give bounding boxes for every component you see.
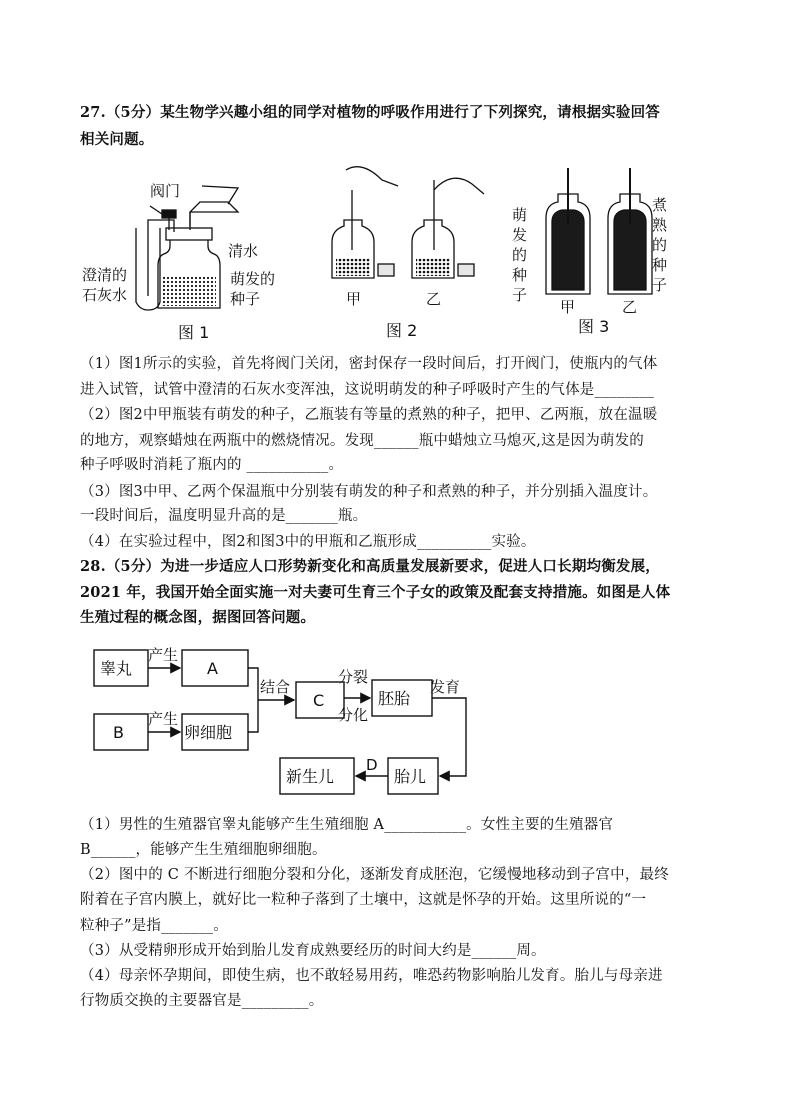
fig2-label-yi: 乙: [426, 290, 442, 308]
q27-part2-line1: （2）图2中甲瓶装有萌发的种子，乙瓶装有等量的煮熟的种子，把甲、乙两瓶，放在温暖: [80, 407, 658, 423]
q27-part3-line2: 一段时间后，温度明显升高的是_______瓶。: [80, 508, 368, 524]
q27-stem-line1: 27.（5分）某生物学兴趣小组的同学对植物的呼吸作用进行了下列探究，请根据实验回答: [80, 104, 661, 121]
fig1-water-label: 清水: [228, 242, 259, 260]
fig2-drawing: [332, 167, 484, 278]
edge-produce-1: 产生: [148, 646, 179, 664]
q28-stem-line3: 生殖过程的概念图，据图回答问题。: [80, 609, 316, 626]
node-embryo: 胚胎: [378, 689, 411, 708]
fig3-drawing: [546, 168, 652, 294]
fig1-seed-label-2: 种子: [230, 290, 261, 308]
q28-part3: （3）从受精卵形成开始到胎儿发育成熟要经历的时间大约是______周。: [80, 943, 546, 959]
q28-part2-line1: （2）图中的 C 不断进行细胞分裂和分化，逐渐发育成胚泡，它缓慢地移动到子宫中，最终: [80, 867, 669, 883]
q28-part4-line2: 行物质交换的主要器官是_________。: [80, 993, 324, 1009]
svg-text:种: 种: [652, 256, 668, 274]
fig1-limewater-label-1: 澄清的: [82, 266, 128, 284]
node-b: B: [113, 723, 124, 742]
q27-stem-line2: 相关问题。: [80, 131, 154, 148]
svg-text:子: 子: [512, 286, 528, 304]
svg-text:熟: 熟: [652, 216, 668, 234]
fig3-label-yi: 乙: [622, 298, 638, 316]
q28-part1-line2: B______，能够产生生殖细胞卵细胞。: [80, 842, 327, 858]
fig2-caption: 图 2: [386, 321, 418, 340]
q27-part3-line1: （3）图3中甲、乙两个保温瓶中分别装有萌发的种子和煮熟的种子，并分别插入温度计。: [80, 484, 658, 500]
q28-stem-line1: 28.（5分）为进一步适应人口形势新变化和高质量发展新要求，促进人口长期均衡发展，: [80, 558, 661, 575]
q27-part2-line2: 的地方，观察蜡烛在两瓶中的燃烧情况。发现______瓶中蜡烛立马熄灭,这是因为萌发的: [80, 433, 645, 449]
edge-develop: 发育: [430, 678, 461, 696]
q27-part4: （4）在实验过程中，图2和图3中的甲瓶和乙瓶形成__________实验。: [80, 534, 536, 550]
node-a: A: [207, 659, 218, 678]
fig3-label-jia: 甲: [560, 298, 576, 316]
node-c: C: [313, 691, 325, 710]
fig1-drawing: [136, 186, 238, 310]
fig1-seed-label-1: 萌发的: [230, 270, 276, 288]
edge-combine: 结合: [260, 678, 291, 696]
svg-text:的: 的: [652, 236, 668, 254]
node-testis: 睾丸: [100, 659, 133, 678]
figure-2-candle-jars: [322, 150, 492, 346]
q27-part2-line3: 种子呼吸时消耗了瓶内的 ___________。: [80, 457, 344, 473]
edge-produce-2: 产生: [148, 710, 179, 728]
svg-text:种: 种: [512, 266, 528, 284]
node-newborn: 新生儿: [286, 767, 335, 786]
q28-part4-line1: （4）母亲怀孕期间，即使生病，也不敢轻易用药，唯恐药物影响胎儿发育。胎儿与母亲进: [80, 968, 663, 984]
node-fetus: 胎儿: [394, 767, 427, 786]
figure-3-thermos: [506, 164, 676, 344]
fig3-left-vertical-label: [512, 206, 527, 304]
fig3-caption: 图 3: [578, 317, 610, 336]
svg-text:子: 子: [652, 276, 668, 294]
q28-part2-line3: 粒种子”是指_______。: [80, 918, 228, 934]
fig1-limewater-label-2: 石灰水: [82, 286, 128, 304]
node-egg-cell: 卵细胞: [184, 723, 233, 742]
fig2-label-jia: 甲: [346, 290, 362, 308]
q28-stem-line2: 2021 年，我国开始全面实施一对夫妻可生育三个子女的政策及配套支持措施。如图是人体: [80, 584, 671, 601]
q28-part2-line2: 附着在子宫内膜上，就好比一粒种子落到了土壤中，这就是怀孕的开始。这里所说的“一: [80, 892, 647, 908]
svg-text:的: 的: [512, 246, 528, 264]
reproduction-concept-diagram: [86, 640, 486, 810]
svg-text:发: 发: [512, 226, 528, 244]
edge-differentiate: 分化: [338, 706, 369, 724]
svg-text:萌: 萌: [512, 206, 528, 224]
fig1-valve-label: 阀门: [150, 182, 181, 200]
fig1-caption: 图 1: [178, 323, 210, 342]
fig3-right-vertical-label: [652, 196, 668, 294]
svg-text:煮: 煮: [652, 196, 668, 214]
edge-divide: 分裂: [338, 668, 369, 686]
q27-part1-line2: 进入试管，试管中澄清的石灰水变浑浊，这说明萌发的种子呼吸时产生的气体是________: [80, 382, 655, 398]
q27-part1-line1: （1）图1所示的实验，首先将阀门关闭，密封保存一段时间后，打开阀门，使瓶内的气体: [80, 356, 658, 372]
figure-1-apparatus: [78, 176, 278, 346]
q28-part1-line1: （1）男性的生殖器官睾丸能够产生生殖细胞 A___________。女性主要的生殖器官: [80, 817, 614, 833]
edge-d: D: [366, 756, 378, 774]
